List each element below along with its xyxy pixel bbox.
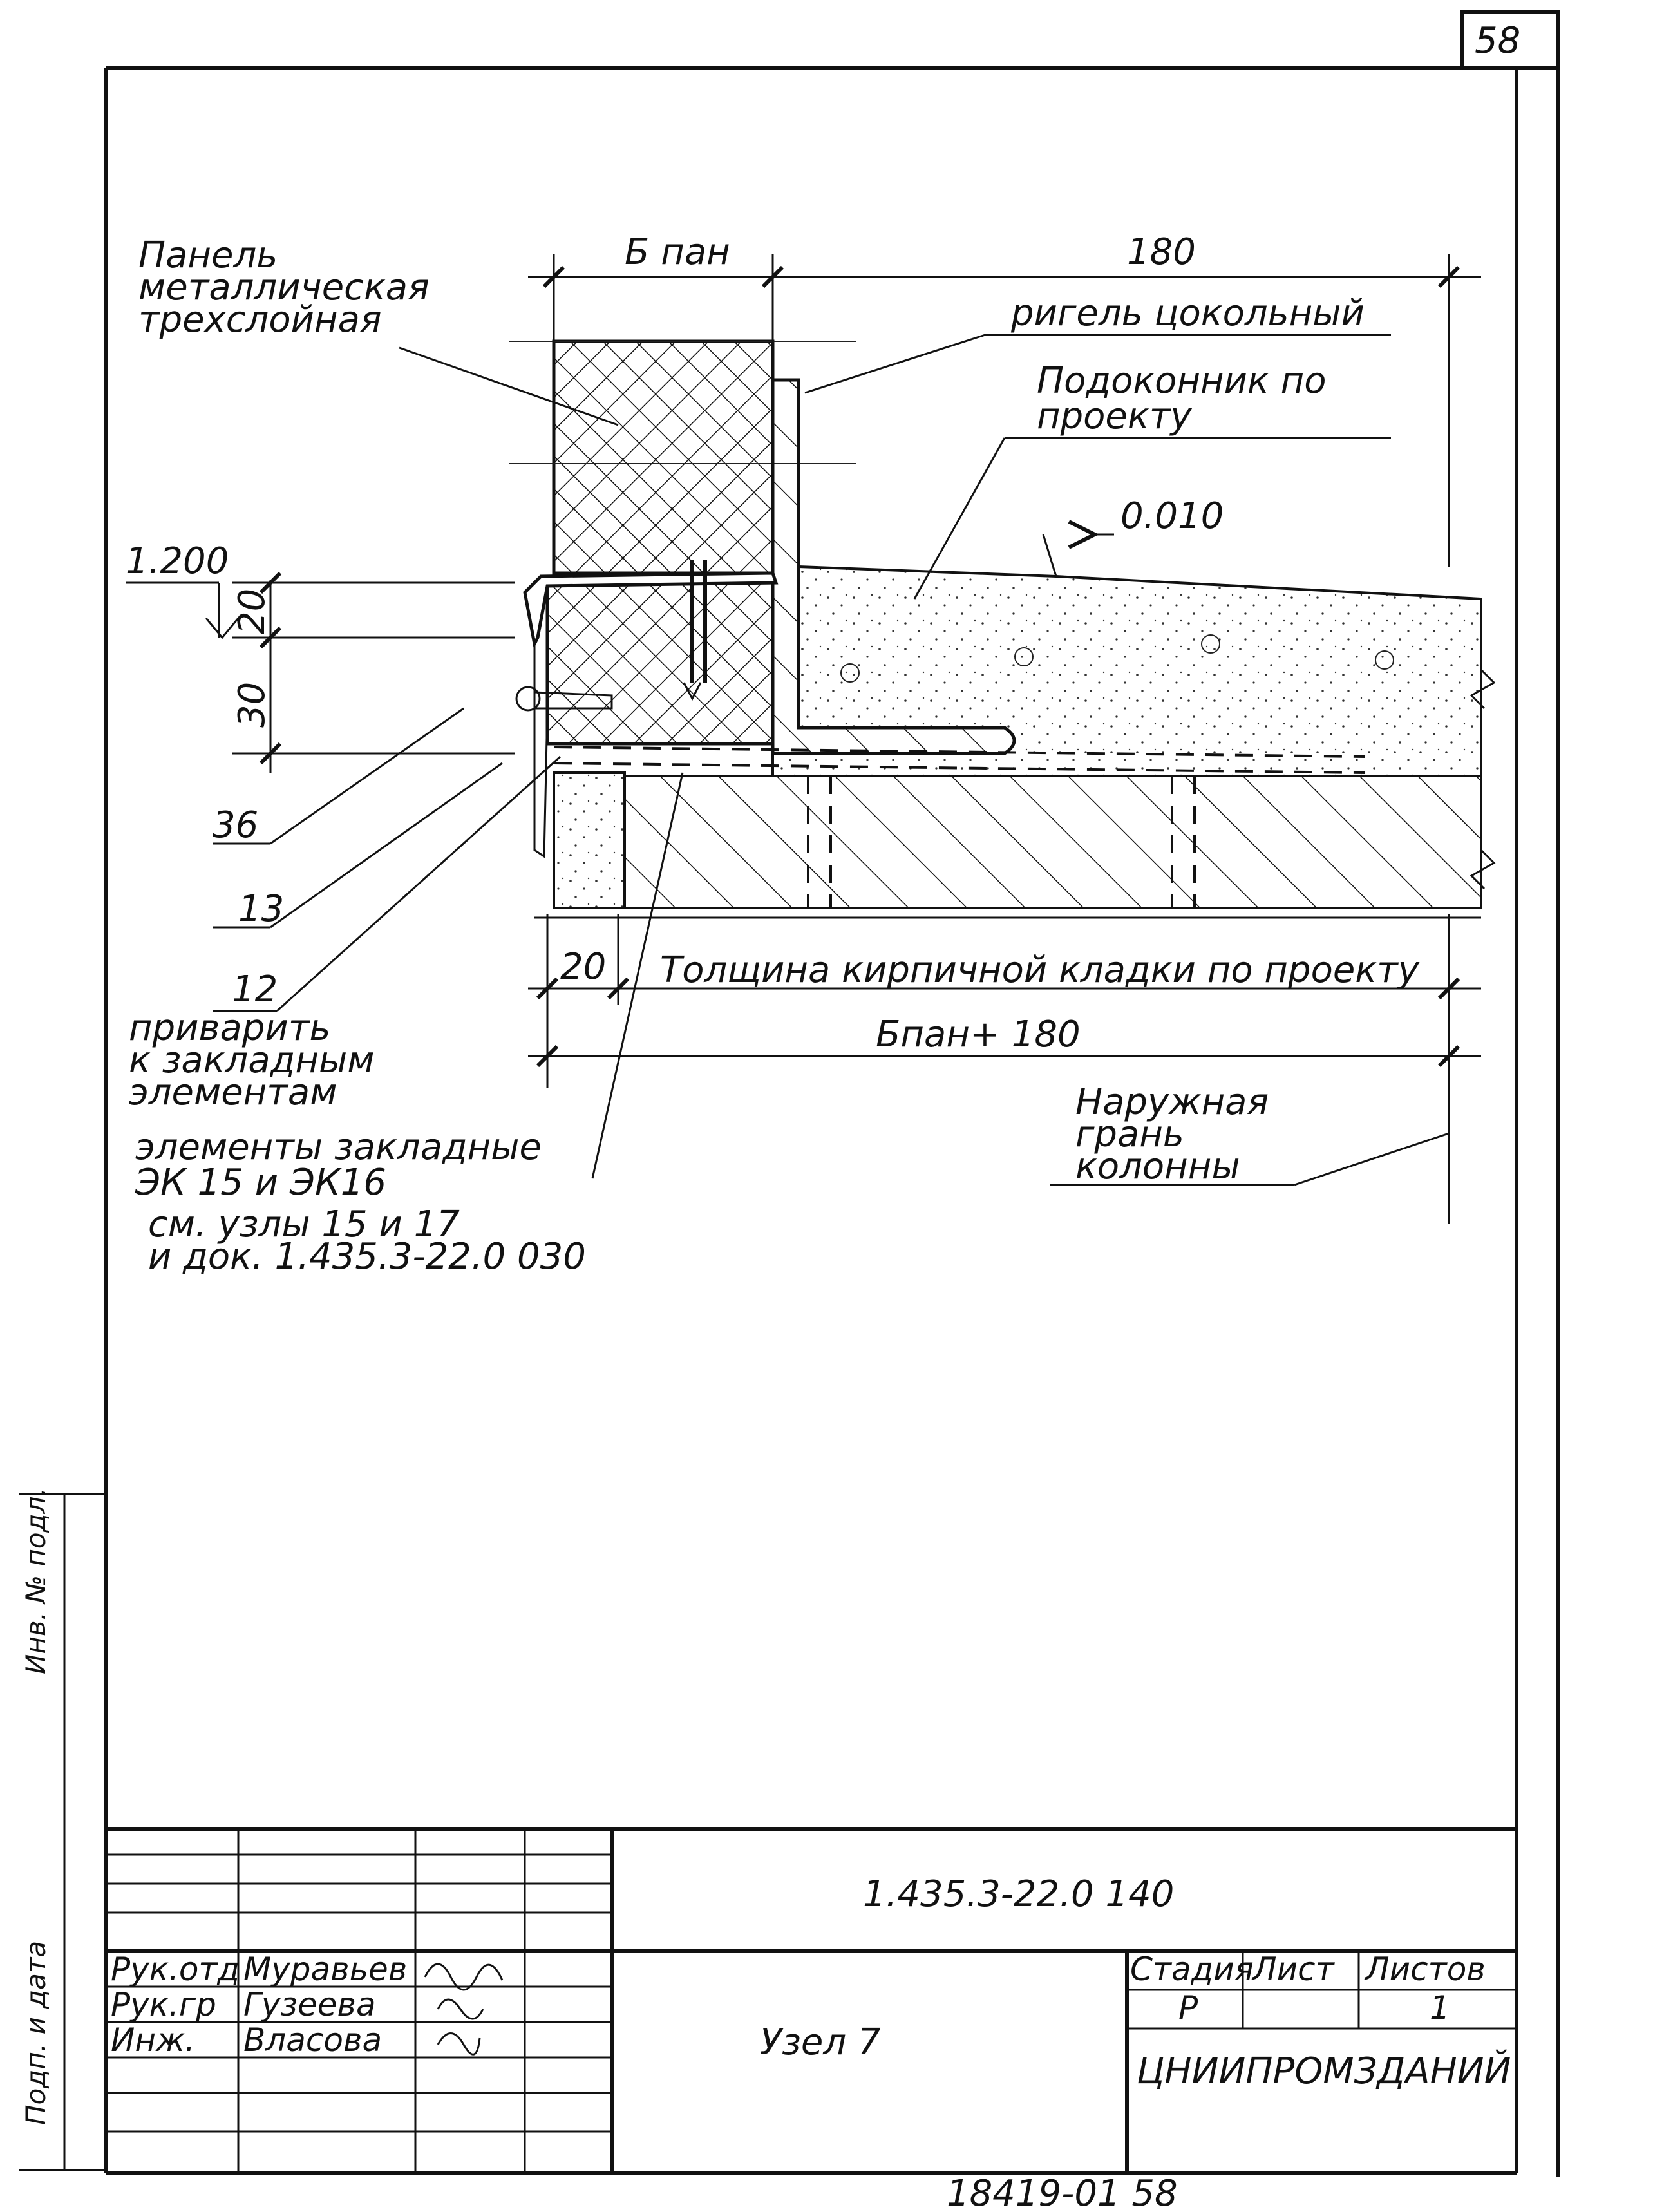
dim-20-bottom: 20 bbox=[560, 946, 607, 988]
label-brick-thickness: Толщина кирпичной кладки по проекту bbox=[660, 949, 1419, 991]
name-2: Гузеева bbox=[243, 1986, 376, 2023]
label-facade-1: Наружная bbox=[1075, 1081, 1269, 1123]
sheets-header: Листов bbox=[1365, 1951, 1486, 1988]
role-1: Рук.отд bbox=[111, 1951, 240, 1988]
dim-b-pan-plus-180: Бпан+ 180 bbox=[876, 1014, 1081, 1055]
dim-slope: 0.010 bbox=[1120, 495, 1224, 537]
role-3: Инж. bbox=[111, 2021, 196, 2059]
label-pos-13: 13 bbox=[238, 888, 285, 930]
dim-b-pan: Б пан bbox=[625, 231, 730, 273]
bottom-stamp: 18419-01 58 bbox=[947, 2173, 1178, 2212]
margin-text-top: Инв. № подл. bbox=[20, 1488, 52, 1674]
margin-text-bottom: Подп. и дата bbox=[20, 1940, 52, 2125]
sheet-header: Лист bbox=[1252, 1951, 1334, 1988]
label-sill-2: проекту bbox=[1037, 395, 1192, 437]
left-filler bbox=[554, 773, 625, 908]
dim-30: 30 bbox=[231, 681, 273, 728]
signature-marks bbox=[425, 1964, 502, 2054]
label-panel-2: металлическая bbox=[138, 267, 430, 308]
title-block-node: Узел 7 bbox=[760, 2021, 881, 2063]
stage-value: Р bbox=[1178, 1989, 1198, 2027]
dim-level-1200: 1.200 bbox=[126, 540, 229, 582]
label-weld-3: элементам bbox=[129, 1072, 337, 1113]
label-embedded-2: ЭК 15 и ЭК16 bbox=[135, 1162, 387, 1204]
dim-180: 180 bbox=[1127, 231, 1196, 273]
label-facade-3: колонны bbox=[1075, 1146, 1240, 1187]
label-panel-3: трехслойная bbox=[138, 299, 382, 341]
brick-masonry bbox=[625, 776, 1481, 908]
corner-sheet-number: 58 bbox=[1475, 20, 1521, 62]
label-weld-2: к закладным bbox=[129, 1039, 375, 1081]
name-1: Муравьев bbox=[243, 1951, 408, 1988]
label-sill-1: Подоконник по bbox=[1037, 360, 1327, 402]
stage-header: Стадия bbox=[1130, 1951, 1254, 1988]
label-pos-36: 36 bbox=[213, 804, 259, 846]
panel-upper bbox=[554, 341, 773, 573]
label-embedded-1: элементы закладные bbox=[135, 1126, 542, 1168]
label-panel-1: Панель bbox=[138, 234, 278, 276]
sheets-value: 1 bbox=[1430, 1989, 1450, 2027]
org-stamp: ЦНИИПРОМЗДАНИЙ bbox=[1137, 2050, 1511, 2092]
label-see-2: и док. 1.435.3-22.0 030 bbox=[148, 1236, 586, 1278]
label-see-1: см. узлы 15 и 17 bbox=[148, 1204, 460, 1245]
label-rigel: ригель цокольный bbox=[1011, 292, 1365, 334]
label-pos-12: 12 bbox=[232, 969, 278, 1010]
role-2: Рук.гр bbox=[111, 1986, 216, 2023]
name-3: Власова bbox=[243, 2021, 383, 2059]
dim-20-top: 20 bbox=[231, 588, 273, 634]
title-block-code: 1.435.3-22.0 140 bbox=[863, 1873, 1175, 1915]
label-weld-1: приварить bbox=[129, 1007, 331, 1049]
label-facade-2: грань bbox=[1075, 1113, 1184, 1155]
panel-lower bbox=[547, 580, 773, 744]
